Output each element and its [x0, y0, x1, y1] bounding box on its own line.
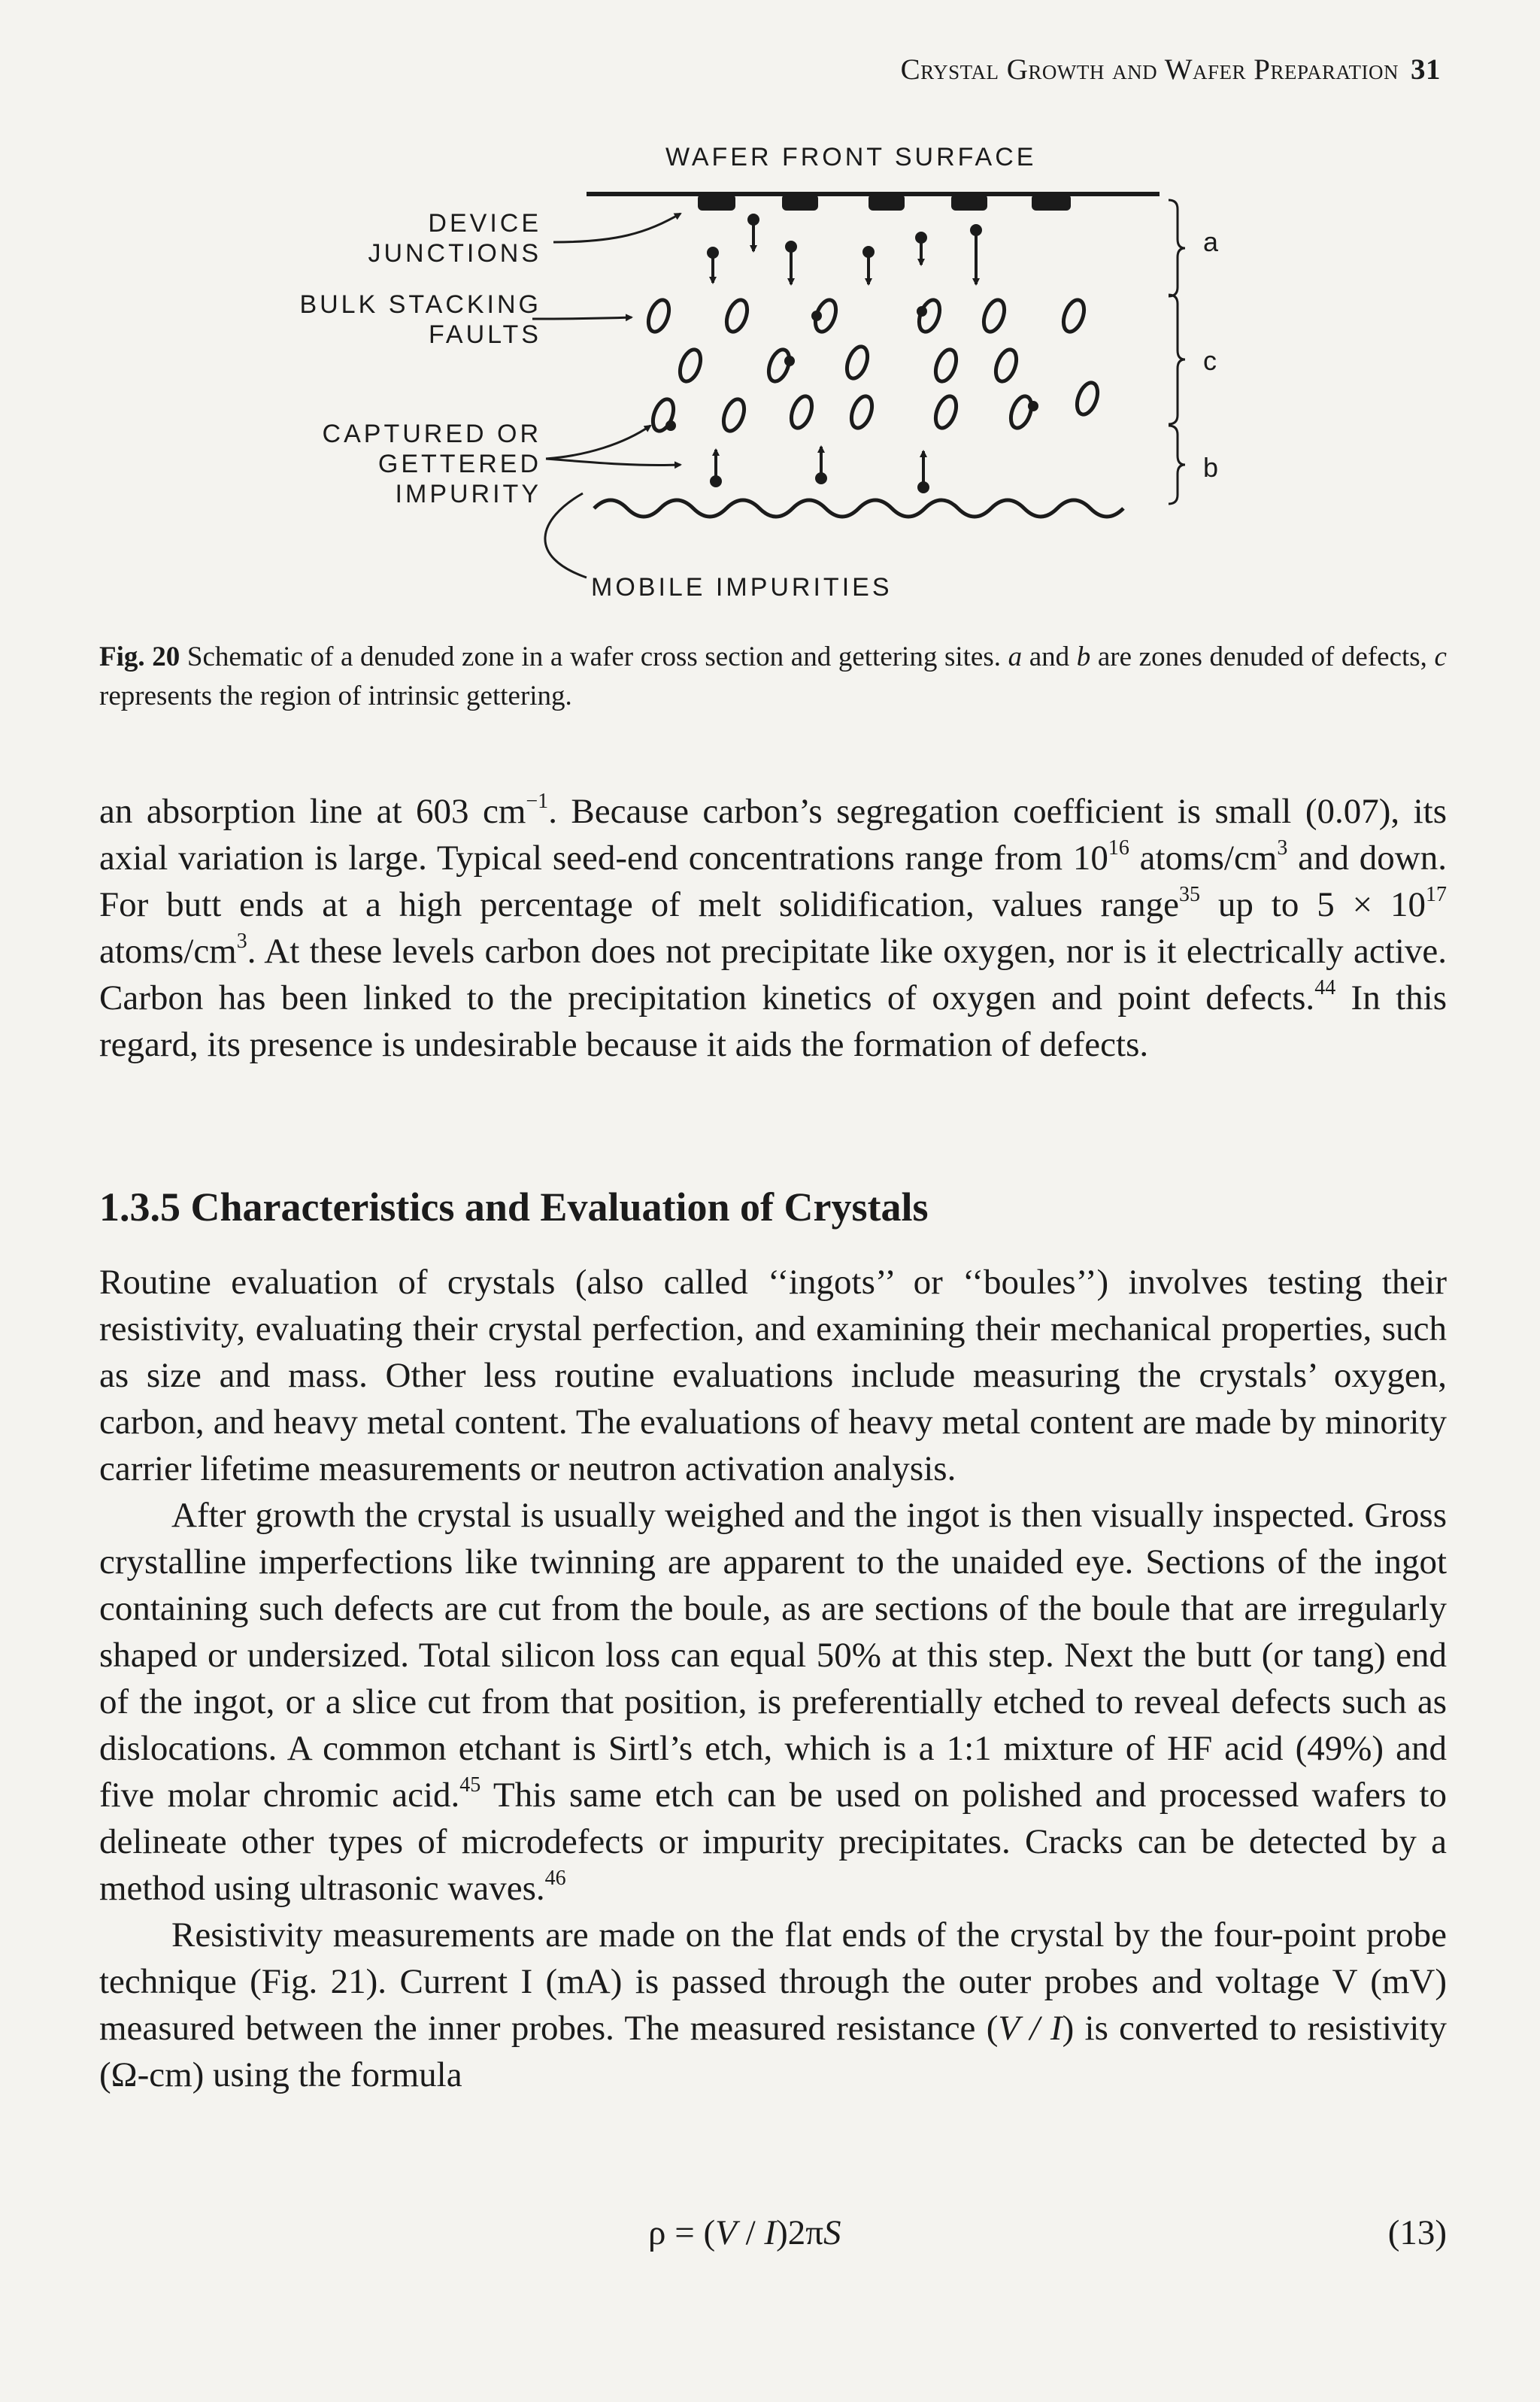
figure-denuded-zone [0, 0, 1540, 617]
zone-label-b: b [1203, 452, 1219, 483]
section-body [99, 1259, 1447, 2098]
label-mobile-impurities: MOBILE IMPURITIES [591, 573, 893, 602]
label-faults: FAULTS [429, 320, 541, 349]
label-device: DEVICE [428, 209, 541, 238]
zone-brackets [1169, 200, 1185, 504]
paragraph-evaluation: Routine evaluation of crystals (also called ‘‘ingots’’ or ‘‘boules’’) involves testing their resistivity, evaluating their crystal perfection, and examining their mechanical properties, such as size and mass. Other less routine evaluations include measuring the crystals’ oxygen, carbon, and heavy metal content. The evaluations of heavy metal content are made by minority carrier lifetime measurements or neutron activation analysis. [99, 1263, 1447, 1488]
paragraph-resistivity: Resistivity measurements are made on the flat ends of the crystal by the four-point probe technique (Fig. 21). Current I (mA) is passed through the outer probes and voltage V (mV) measured between the inner probes. The measured resistance (V / I) is converted to resistivity (Ω-cm) using the formula [99, 1915, 1448, 2094]
figure-label: Fig. 20 [99, 641, 180, 672]
device-junctions [698, 194, 1071, 211]
figure-caption: Fig. 20 Schematic of a denuded zone in a wafer cross section and gettering sites. a and b are zones denuded of defects, c represents the region of intrinsic gettering. [99, 641, 1447, 711]
label-bulk-stacking: BULK STACKING [299, 290, 541, 319]
running-head-title: Crystal Growth and Wafer Preparation [900, 53, 1399, 86]
label-junctions: JUNCTIONS [368, 239, 541, 268]
zone-label-a: a [1203, 226, 1219, 257]
equation-number: (13) [1387, 2213, 1447, 2252]
leader-lines [532, 214, 681, 578]
label-captured: CAPTURED OR [322, 420, 541, 448]
zone-b-impurities [711, 447, 928, 492]
zone-label-c: c [1203, 345, 1217, 376]
section-heading: 1.3.5 Characteristics and Evaluation of Crystals [99, 1184, 929, 1230]
equation-13 [99, 2212, 1447, 2259]
label-impurity: IMPURITY [395, 480, 541, 508]
zone-a-impurities [708, 215, 981, 284]
paragraph-carbon: an absorption line at 603 $cm^{-1}$. Because carbon’s segregation coefficient is small (0.07), its axial variation is large. Typical seed-end concentrations range from $10^{16}$ atoms/$cm^3$ and down. For butt ends at a high percentage of melt solidification, values range$^{35}$ up to $5 \times 10^{17}$ atoms/$cm^3$. At these levels carbon does not precipitate like oxygen, nor is it electrically active. Carbon has been linked to the precipitation kinetics of oxygen and point defects.$^{44}$ In this regard, its presence is undesirable because it aids the formation of defects. [99, 790, 1447, 1064]
figure-top-label: WAFER FRONT SURFACE [665, 143, 1037, 171]
page-number: 31 [1411, 53, 1441, 86]
label-gettered: GETTERED [377, 450, 541, 478]
paragraph-inspection: After growth the crystal is usually weighed and the ingot is then visually inspected. Gross crystalline imperfections like twinning are apparent to the unaided eye. Sections of the ingot containing such defects are cut from the boule, as are sections of the boule that are irregularly shaped or undersized. Total silicon loss can equal 50% at this step. Next the butt (or tang) end of the ingot, or a slice cut from that position, is preferentially etched to reveal defects such as dislocations. A common etchant is Sirtl’s etch, which is a 1:1 mixture of HF acid (49%) and five molar chromic acid.$^{45}$ This same etch can be used on polished and processed wafers to delineate other types of microdefects or impurity precipitates. Cracks can be detected by a method using ultrasonic waves.$^{46}$ [99, 1496, 1447, 1908]
zone-c-stacking-faults [644, 297, 1102, 434]
equation-formula: ρ = (V / I)2πS [648, 2213, 841, 2252]
mobile-impurities-wave [594, 500, 1123, 517]
